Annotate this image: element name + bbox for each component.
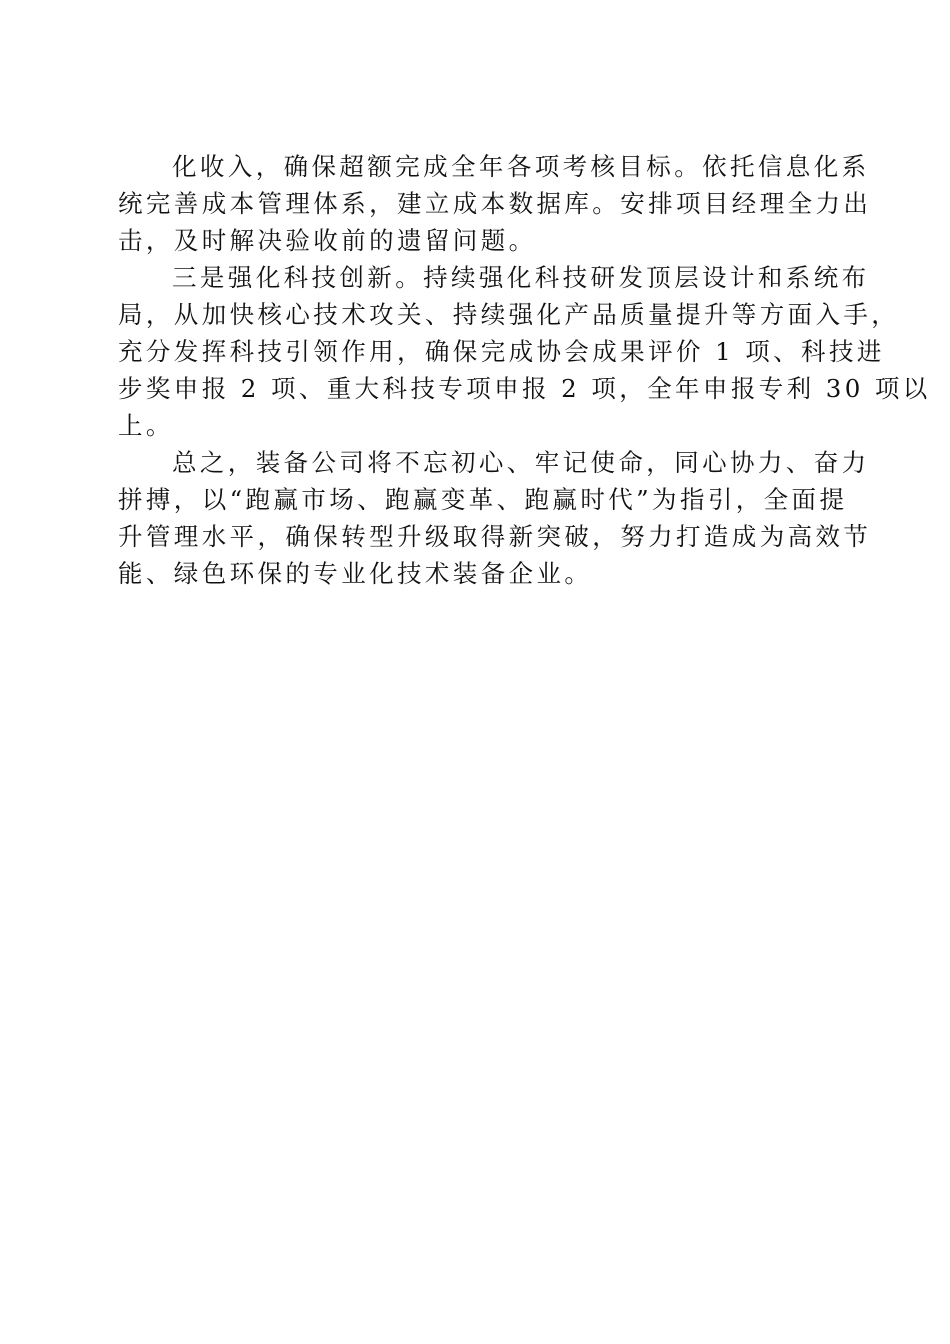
document-body [118, 148, 931, 592]
text-line-1: 化收入，确保超额完成全年各项考核目标。依托信息化系 [172, 152, 870, 181]
text-line-2: 统完善成本管理体系，建立成本数据库。安排项目经理全力出 [118, 189, 872, 218]
text-line-4: 三是强化科技创新。持续强化科技研发顶层设计和系统布 [172, 263, 870, 292]
text-line-5: 局，从加快核心技术攻关、持续强化产品质量提升等方面入手， [118, 300, 900, 329]
text-line-3: 击，及时解决验收前的遗留问题。 [118, 226, 537, 255]
text-line-7: 步奖申报 2 项、重大科技专项申报 2 项，全年申报专利 30 项以 [118, 374, 931, 403]
text-line-8: 上。 [118, 411, 174, 440]
text-line-12: 能、绿色环保的专业化技术装备企业。 [118, 559, 593, 588]
text-line-6: 充分发挥科技引领作用，确保完成协会成果评价 1 项、科技进 [118, 337, 885, 366]
text-line-10: 拼搏，以“跑赢市场、跑赢变革、跑赢时代”为指引，全面提 [118, 485, 848, 514]
text-line-11: 升管理水平，确保转型升级取得新突破，努力打造成为高效节 [118, 522, 872, 551]
text-line-9: 总之，装备公司将不忘初心、牢记使命，同心协力、奋力 [172, 448, 870, 477]
